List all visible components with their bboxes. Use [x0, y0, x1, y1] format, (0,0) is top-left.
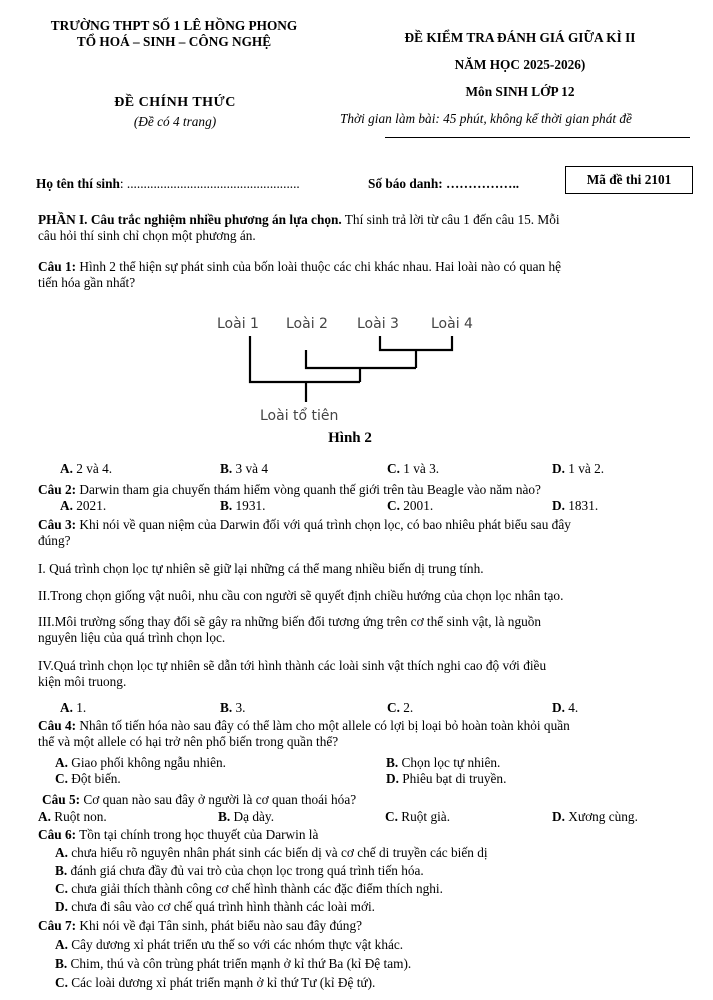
- q6-option-d[interactable]: D. chưa đi sâu vào cơ chế quá trình hình thành các loài mới.: [55, 899, 375, 914]
- species-3-label: Loài 3: [357, 316, 399, 332]
- time-label: Thời gian làm bài: 45 phút, không kể thời gian phát đề: [340, 111, 632, 126]
- q3-text: Câu 3: Khi nói về quan niệm của Darwin đối với quá trình chọn lọc, có bao nhiêu phát biểu sau đây: [38, 517, 571, 532]
- q1-option-b[interactable]: B. 3 và 4: [220, 461, 269, 476]
- q6-label: Câu 6:: [38, 827, 77, 842]
- branch-3-4: [380, 336, 452, 350]
- school-name: TRƯỜNG THPT SỐ 1 LÊ HỒNG PHONG: [50, 18, 298, 33]
- q5-label: Câu 5:: [42, 792, 81, 807]
- q1-label: Câu 1:: [38, 259, 77, 274]
- q3-option-d[interactable]: D. 4.: [552, 700, 579, 715]
- q4-label: Câu 4:: [38, 718, 77, 733]
- student-name-label: Họ tên thí sinh: [36, 176, 120, 191]
- q7-option-a[interactable]: A. Cây dương xỉ phát triển ưu thế so với các nhóm thực vật khác.: [55, 937, 404, 952]
- q4-options-row2: [55, 771, 713, 787]
- q3-label: Câu 3:: [38, 517, 77, 532]
- q1-option-d[interactable]: D. 1 và 2.: [552, 461, 605, 476]
- species-1-label: Loài 1: [217, 316, 259, 332]
- q5-options: [38, 809, 713, 825]
- school-block: [18, 18, 330, 50]
- official-label: ĐỀ CHÍNH THỨC: [114, 95, 236, 110]
- q3-statement-4: IV.Quá trình chọn lọc tự nhiên sẽ dẫn tới hình thành các loài sinh vật thích nghi cao độ với điều: [38, 658, 547, 673]
- q3-statement-3: III.Môi trường sống thay đổi sẽ gây ra những biến đổi tương ứng trên cơ thể sinh vật, là nguồn: [38, 614, 542, 629]
- q5-option-d[interactable]: D. Xương cùng.: [552, 809, 638, 824]
- q5-option-c[interactable]: C. Ruột già.: [385, 809, 451, 824]
- q5-option-b[interactable]: B. Dạ dày.: [218, 809, 275, 824]
- header-divider: [385, 137, 690, 138]
- q2-option-c[interactable]: C. 2001.: [387, 498, 434, 513]
- q3-statement-1: I. Quá trình chọn lọc tự nhiên sẽ giữ lại những cá thể mang nhiều biến dị trung tính.: [38, 561, 484, 576]
- part1-intro: [38, 212, 698, 228]
- student-name-line: [36, 176, 300, 192]
- student-id-label: Số báo danh:: [368, 176, 446, 191]
- q6-option-c[interactable]: C. chưa giải thích thành công cơ chế hình thành các đặc điểm thích nghi.: [55, 881, 443, 896]
- q2-option-a[interactable]: A. 2021.: [60, 498, 107, 513]
- page-count: (Đề có 4 trang): [133, 114, 217, 129]
- q1-option-a[interactable]: A. 2 và 4.: [60, 461, 113, 476]
- q4-option-c[interactable]: C. Đột biến.: [55, 771, 121, 786]
- ancestor-label: Loài tổ tiên: [260, 408, 339, 424]
- q3-option-c[interactable]: C. 2.: [387, 700, 414, 715]
- q4-option-d[interactable]: D. Phiêu bạt di truyền.: [386, 771, 507, 786]
- q1-option-c[interactable]: C. 1 và 3.: [387, 461, 440, 476]
- q3-statement-4-cont: kiện môi truong.: [38, 674, 127, 689]
- q6-option-b[interactable]: B. đánh giá chưa đầy đủ vai trò của chọn lọc trong quá trình tiến hóa.: [55, 863, 424, 878]
- student-name-field: : ....................................................: [119, 176, 300, 191]
- q7-text: Câu 7: Khi nói về đại Tân sinh, phát biểu nào sau đây đúng?: [38, 918, 362, 933]
- q6-text: Câu 6: Tồn tại chính trong học thuyết của Darwin là: [38, 827, 319, 842]
- branch-2-34: [306, 350, 416, 368]
- q2-label: Câu 2:: [38, 482, 77, 497]
- q7-option-b[interactable]: B. Chim, thú và côn trùng phát triển mạnh ở kỉ thứ Ba (kỉ Đệ tam).: [55, 956, 412, 971]
- q7-label: Câu 7:: [38, 918, 77, 933]
- q1-text-cont: tiến hóa gần nhất?: [38, 275, 136, 290]
- q2-option-d[interactable]: D. 1831.: [552, 498, 599, 513]
- school-year: NĂM HỌC 2025-2026): [454, 57, 586, 72]
- q5-text: Câu 5: Cơ quan nào sau đây ở người là cơ quan thoái hóa?: [42, 792, 357, 807]
- species-2-label: Loài 2: [286, 316, 328, 332]
- phylogeny-figure: [200, 310, 500, 450]
- exam-code-box: Mã đề thi 2101: [565, 166, 693, 194]
- phylogeny-tree: [250, 336, 452, 402]
- q3-statement-3-cont: nguyên liệu của quá trình chọn lọc.: [38, 630, 226, 645]
- q3-text-cont: đúng?: [38, 533, 71, 548]
- q1-options: [60, 461, 713, 477]
- q4-option-a[interactable]: A. Giao phối không ngẫu nhiên.: [55, 755, 227, 770]
- q2-option-b[interactable]: B. 1931.: [220, 498, 266, 513]
- q4-text-cont: thể và một allele có hại trở nên phổ biến trong quần thể?: [38, 734, 339, 749]
- q4-option-b[interactable]: B. Chọn lọc tự nhiên.: [386, 755, 501, 770]
- q3-statement-2: II.Trong chọn giống vật nuôi, nhu cầu con người sẽ quyết định chiều hướng của chọn lọc nhân tạo.: [38, 588, 564, 603]
- part1-desc: Thí sinh trả lời từ câu 1 đến câu 15. Mỗi: [341, 212, 560, 227]
- subject-label: Môn SINH LỚP 12: [465, 84, 575, 99]
- q3-option-a[interactable]: A. 1.: [60, 700, 87, 715]
- student-id-line: [368, 176, 519, 192]
- department-name: TỔ HOÁ – SINH – CÔNG NGHỆ: [76, 34, 272, 49]
- q1-text: Câu 1: Hình 2 thể hiện sự phát sinh của bốn loài thuộc các chi khác nhau. Hai loài nào có quan hệ: [38, 259, 562, 274]
- q5-option-a[interactable]: A. Ruột non.: [38, 809, 107, 824]
- student-id-field: ……………..: [445, 176, 520, 191]
- q2-text: Câu 2: Darwin tham gia chuyến thám hiểm vòng quanh thế giới trên tàu Beagle vào năm nào?: [38, 482, 541, 497]
- part1-title: PHẦN I. Câu trắc nghiệm nhiều phương án lựa chọn.: [38, 212, 342, 227]
- q6-option-a[interactable]: A. chưa hiểu rõ nguyên nhân phát sinh các biến dị và cơ chế di truyền các biến dị: [55, 845, 488, 860]
- figure-caption: Hình 2: [328, 430, 372, 446]
- part1-desc-cont: câu hỏi thí sinh chỉ chọn một phương án.: [38, 228, 256, 243]
- q4-text: Câu 4: Nhân tố tiến hóa nào sau đây có thể làm cho một allele có lợi bị loại bỏ hoàn toàn khỏi quần: [38, 718, 570, 733]
- q4-options-row1: [55, 755, 713, 771]
- exam-title: ĐỀ KIỂM TRA ĐÁNH GIÁ GIỮA KÌ II: [404, 30, 636, 45]
- species-4-label: Loài 4: [431, 316, 473, 332]
- q7-option-c[interactable]: C. Các loài dương xỉ phát triển mạnh ở kỉ thứ Tư (kỉ Đệ tứ).: [55, 975, 376, 990]
- q3-option-b[interactable]: B. 3.: [220, 700, 246, 715]
- q2-options: [60, 498, 713, 514]
- q3-options: [60, 700, 713, 716]
